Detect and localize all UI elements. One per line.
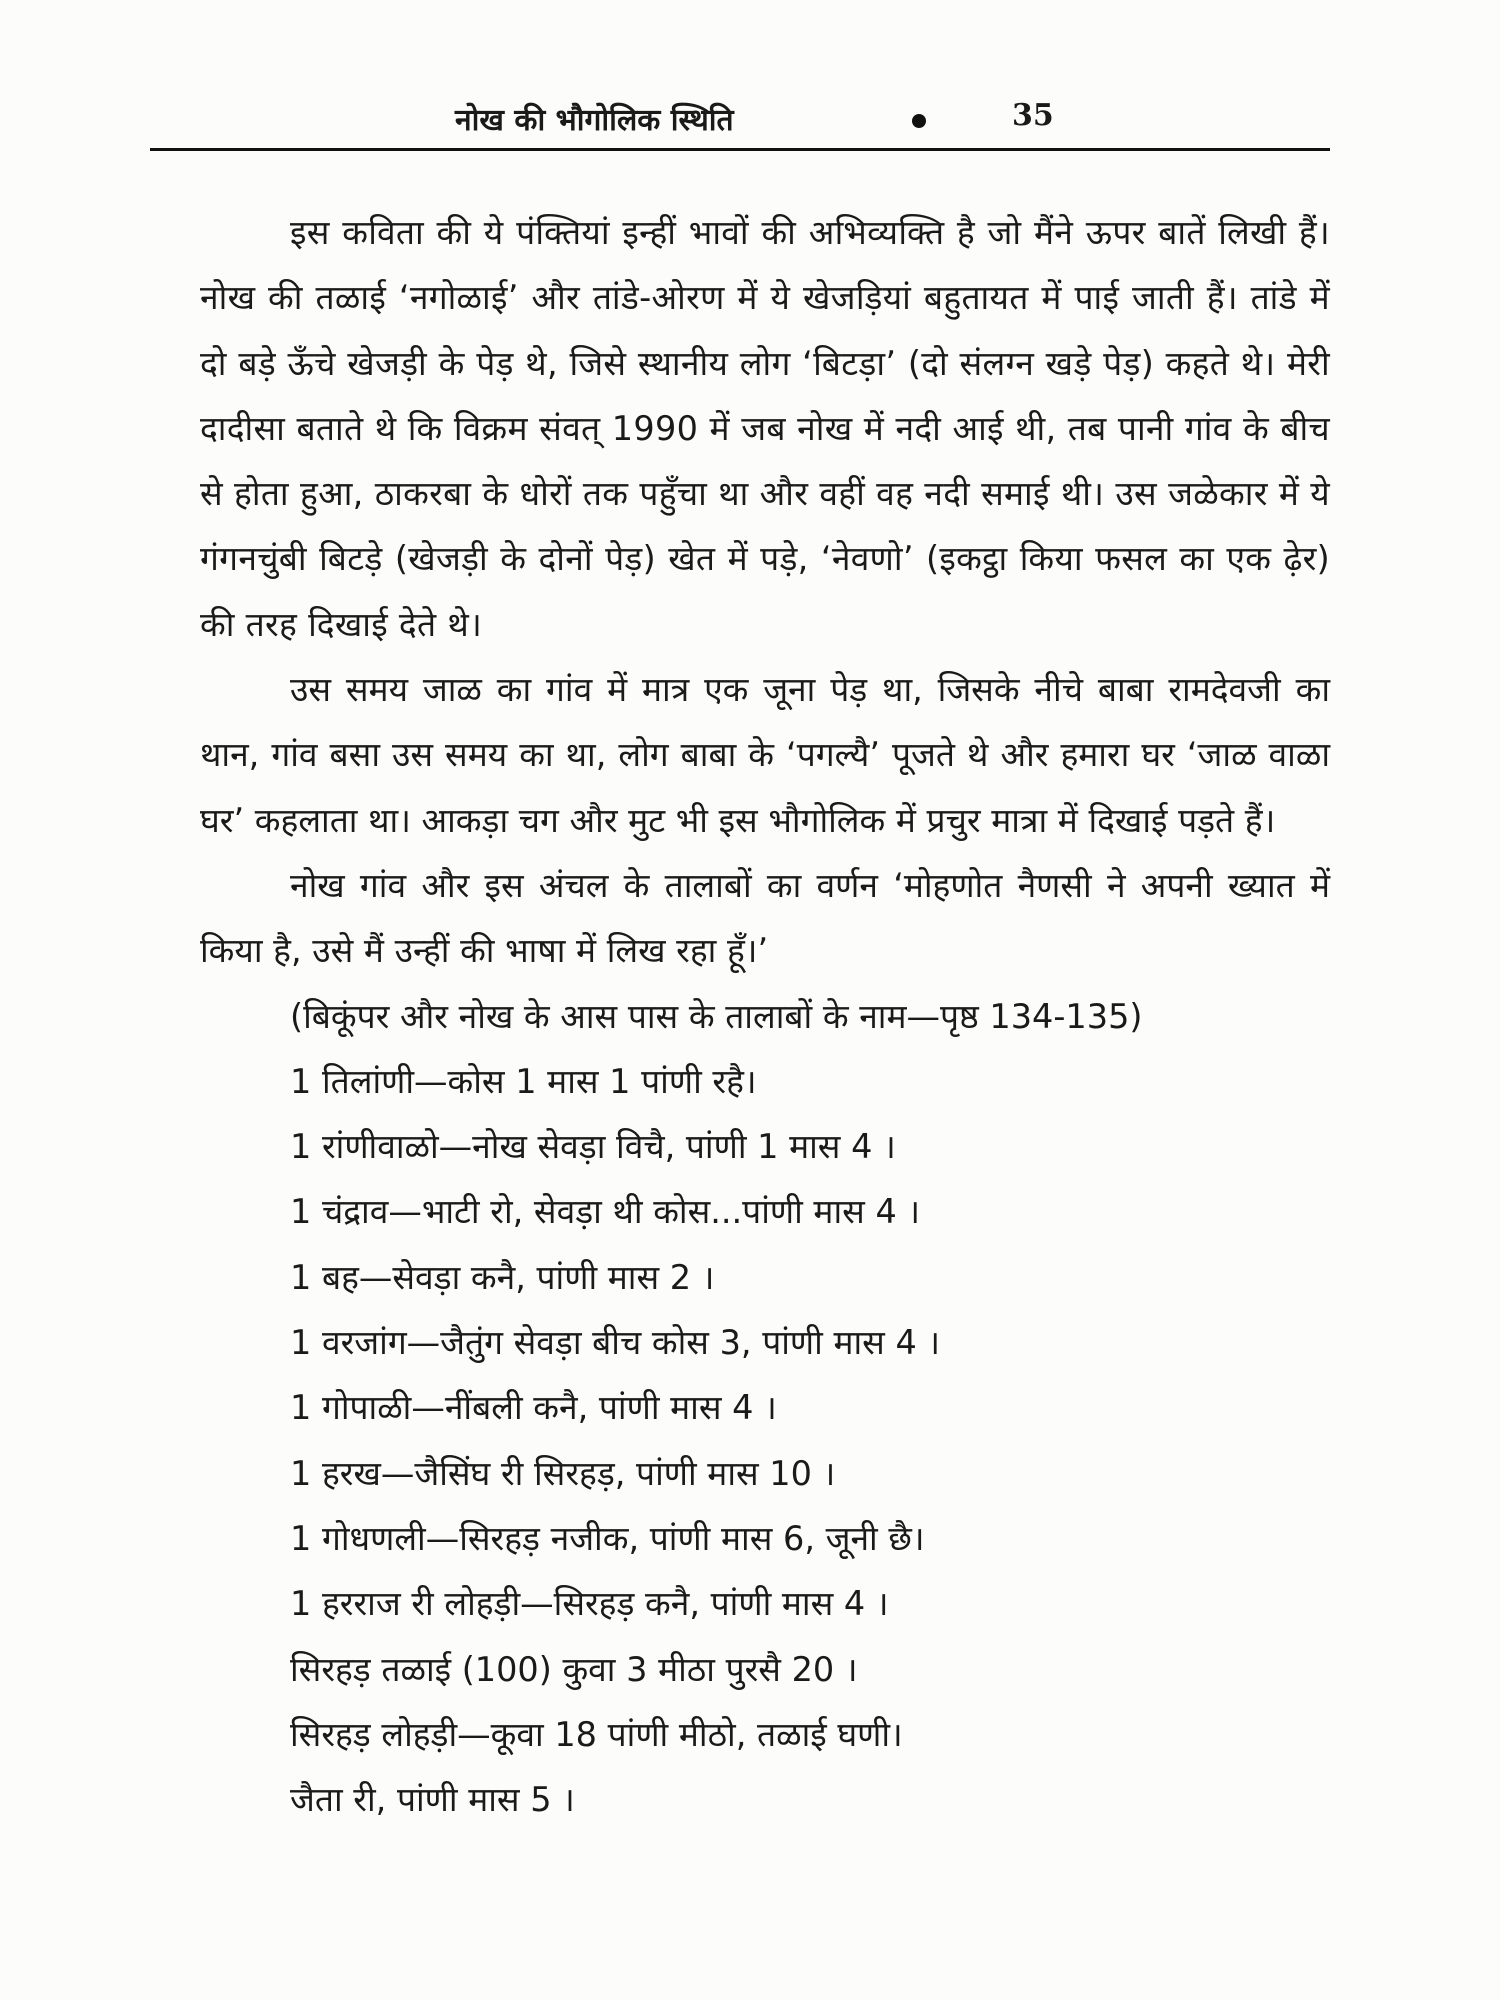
list-item: 1 चंद्राव—भाटी रो, सेवड़ा थी कोस...पांणी मास 4 । [290, 1192, 921, 1232]
list-item: 1 हरराज री लोहड़ी—सिरहड़ कनै, पांणी मास 4 । [290, 1584, 889, 1624]
page-number: 35 [1012, 98, 1054, 133]
paragraph-1: इस कविता की ये पंक्तियां इन्हीं भावों की अभिव्यक्ति है जो मैंने ऊपर बातें लिखी हैं। नोख की तळाई ‘नगोळाई’ और तांडे-ओरण में ये खेजड़ियां बहुतायत में पाई जाती हैं। तांडे में दो बड़े ऊँचे खेजड़ी के पेड़ थे, जिसे स्थानीय लोग ‘बिटड़ा’ (दो संलग्न खड़े पेड़) कहते थे। मेरी दादीसा बताते थे कि विक्रम संवत् 1990 में जब नोख में नदी आई थी, तब पानी गांव के बीच से होता हुआ, ठाकरबा के धोरों तक पहुँचा था और वहीं वह नदी समाई थी। उस जळेकार में ये गंगनचुंबी बिटड़े (खेजड़ी के दोनों पेड़) खेत में पड़े, ‘नेवणो’ (इकट्ठा किया फसल का एक ढ़ेर) की तरह दिखाई देते थे। [200, 213, 1330, 644]
list-item: 1 गोधणली—सिरहड़ नजीक, पांणी मास 6, जूनी छै। [290, 1518, 925, 1558]
header-rule [150, 148, 1330, 151]
body-text [200, 200, 1330, 1832]
bullet-separator [912, 114, 926, 128]
list-item: 1 बह—सेवड़ा कनै, पांणी मास 2 । [290, 1257, 715, 1297]
list-item: 1 वरजांग—जैतुंग सेवड़ा बीच कोस 3, पांणी मास 4 । [290, 1323, 941, 1363]
paragraph-3: नोख गांव और इस अंचल के तालाबों का वर्णन ‘मोहणोत नैणसी ने अपनी ख्यात में किया है, उसे मैं उन्हीं की भाषा में लिख रहा हूँ।’ [200, 865, 1330, 971]
paragraph-2: उस समय जाळ का गांव में मात्र एक जूना पेड़ था, जिसके नीचे बाबा रामदेवजी का थान, गांव बसा उस समय का था, लोग बाबा के ‘पगल्यै’ पूजते थे और हमारा घर ‘जाळ वाळा घर’ कहलाता था। आकड़ा चग और मुट भी इस भौगोलिक में प्रचुर मात्रा में दिखाई पड़ते हैं। [200, 670, 1330, 840]
list-item: 1 हरख—जैसिंघ री सिरहड़, पांणी मास 10 । [290, 1453, 836, 1493]
source-heading: (बिकूंपर और नोख के आस पास के तालाबों के नाम—पृष्ठ 134-135) [290, 996, 1143, 1036]
tail-line: जैता री, पांणी मास 5 । [290, 1780, 575, 1820]
list-item: 1 तिलांणी—कोस 1 मास 1 पांणी रहै। [290, 1061, 757, 1101]
list-item: 1 रांणीवाळो—नोख सेवड़ा विचै, पांणी 1 मास 4 । [290, 1127, 896, 1167]
list-item: 1 गोपाळी—नींबली कनै, पांणी मास 4 । [290, 1388, 777, 1428]
chapter-title: नोख की भौगोलिक स्थिति [455, 103, 734, 138]
running-header [150, 92, 1330, 148]
tail-line: सिरहड़ लोहड़ी—कूवा 18 पांणी मीठो, तळाई घणी। [290, 1714, 903, 1754]
tail-line: सिरहड़ तळाई (100) कुवा 3 मीठा पुरसै 20 । [290, 1649, 858, 1689]
